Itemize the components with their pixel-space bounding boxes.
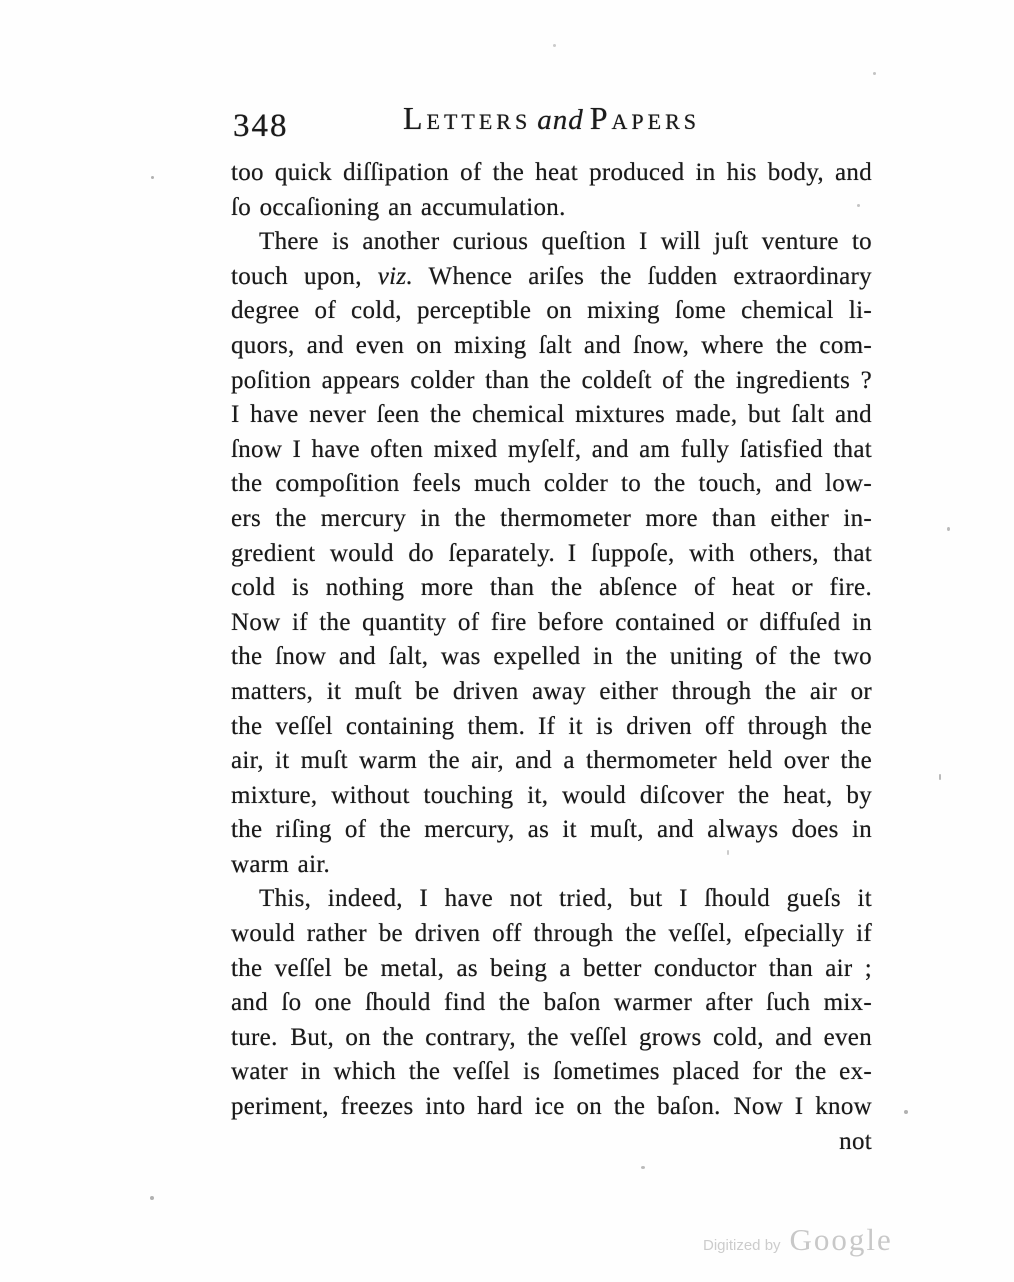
scan-speck: [939, 774, 941, 780]
text-line: warm air.: [231, 850, 331, 878]
text-segment: touch upon,: [231, 262, 378, 290]
scan-speck: [857, 204, 860, 207]
text-line: cold is nothing more than the abſence of heat or fire.: [231, 574, 872, 602]
text-line: water in which the veſſel is ſometimes placed for the ex-: [231, 1058, 872, 1086]
text-line: matters, it muſt be driven away either through the air or: [231, 677, 872, 705]
text-line: air, it muſt warm the air, and a thermometer held over the: [231, 747, 872, 775]
text-segment: Whence ariſes the ſudden extraordinary: [413, 262, 872, 290]
scan-speck: [641, 1166, 645, 1169]
text-line: ture. But, on the contrary, the veſſel grows cold, and even: [231, 1023, 872, 1051]
text-block: [231, 100, 872, 1159]
scan-speck: [904, 1110, 908, 1114]
scan-speck: [727, 850, 729, 855]
text-line: ſnow I have often mixed myſelf, and am fully ſatisfied that: [231, 435, 872, 463]
text-segment-italic: viz.: [377, 262, 414, 290]
running-title-word1: Letters: [403, 100, 532, 136]
text-line: the veſſel containing them. If it is driven off through the: [231, 712, 872, 740]
text-line: and ſo one ſhould find the baſon warmer after ſuch mix-: [231, 989, 872, 1017]
text-line: periment, freezes into hard ice on the baſon. Now I know: [231, 1093, 872, 1121]
running-title: [231, 100, 872, 137]
running-title-conjunction: and: [537, 104, 584, 136]
scan-speck: [151, 176, 154, 179]
running-title-word2: Papers: [589, 100, 700, 136]
text-line: the compoſition feels much colder to the touch, and low-: [231, 470, 872, 498]
text-line: the ſnow and ſalt, was expelled in the uniting of the two: [231, 643, 872, 671]
page-header: [231, 100, 872, 156]
digitized-by-google-watermark: [703, 1222, 893, 1258]
text-line: too quick diſſipation of the heat produced in his body, and: [231, 159, 872, 186]
text-line: Now if the quantity of fire before contained or diffuſed in: [231, 608, 872, 636]
text-line: quors, and even on mixing ſalt and ſnow, where the com-: [231, 331, 872, 359]
google-logo: Google: [789, 1222, 893, 1257]
text-line: [231, 260, 872, 295]
page-number: 348: [233, 108, 289, 144]
text-line: There is another curious queſtion I will juſt venture to: [259, 228, 872, 256]
catchword: not: [839, 1127, 872, 1155]
text-line: mixture, without touching it, would diſcover the heat, by: [231, 781, 872, 809]
text-line: the veſſel be metal, as being a better conductor than air ;: [231, 954, 872, 982]
text-line: would rather be driven off through the veſſel, eſpecially if: [231, 920, 872, 948]
watermark-prefix: Digitized by: [703, 1237, 781, 1254]
text-line: poſition appears colder than the coldeſt of the ingredients ?: [231, 366, 872, 394]
scan-speck: [947, 527, 950, 531]
text-line: This, indeed, I have not tried, but I ſhould gueſs it: [259, 885, 872, 913]
body-text: [231, 156, 872, 1159]
scan-speck: [873, 72, 876, 75]
text-line: I have never ſeen the chemical mixtures made, but ſalt and: [231, 401, 872, 429]
text-line: degree of cold, perceptible on mixing ſome chemical li-: [231, 297, 872, 325]
text-line: ers the mercury in the thermometer more than either in-: [231, 504, 872, 532]
scan-speck: [150, 1196, 154, 1200]
text-line: the riſing of the mercury, as it muſt, and always does in: [231, 816, 872, 844]
text-line: ſo occaſioning an accumulation.: [231, 193, 566, 221]
scan-speck: [553, 44, 556, 47]
text-line: gredient would do ſeparately. I ſuppoſe, with others, that: [231, 539, 872, 567]
